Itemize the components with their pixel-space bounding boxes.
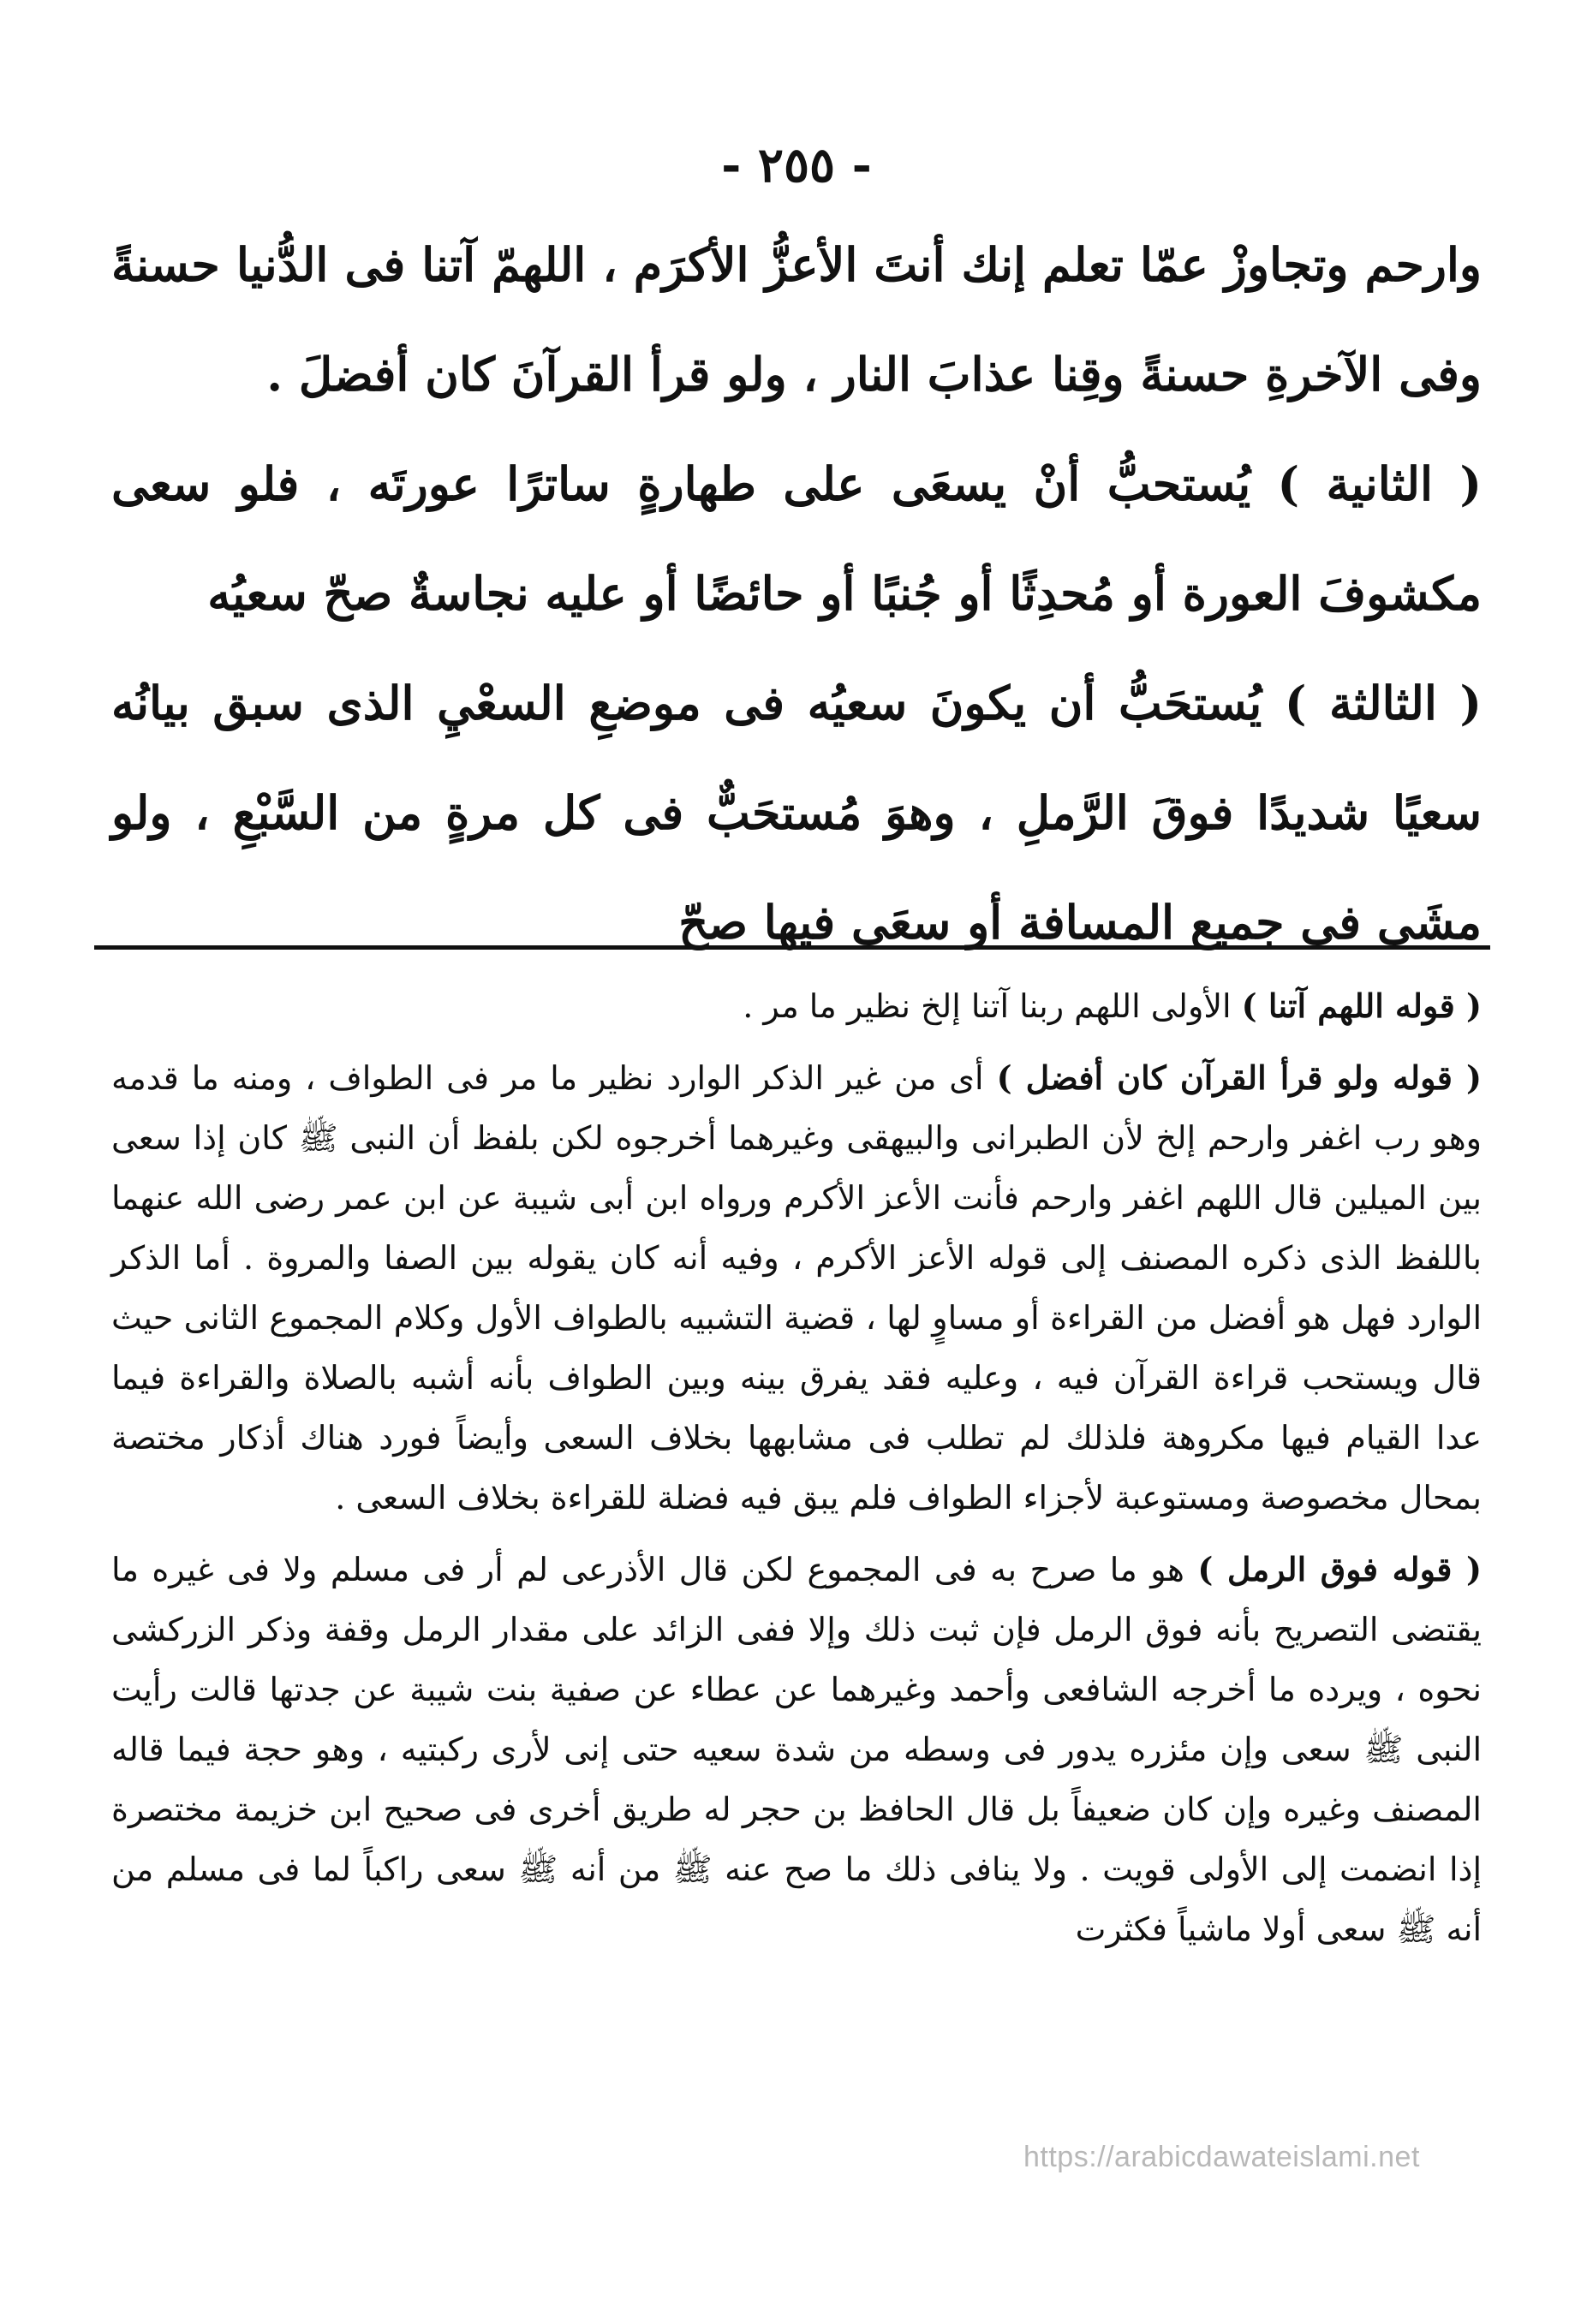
main-paragraph-1: وارحم وتجاوزْ عمّا تعلم إنك أنتَ الأعزُّ الأكرَم ، اللهمّ آتنا فى الدُّنيا حسنةً وفى الآخرةِ حسنةً وقِنا عذابَ النار ، ولو قرأ القرآنَ كان أفضلَ . [111,237,1482,402]
commentary-paragraph-1 [111,976,1482,1036]
commentary-text: أى من غير الذكر الوارد نظير ما مر فى الطواف ، ومنه ما قدمه وهو رب اغفر وارحم إلخ لأن الطبرانى والبيهقى وغيرهما أخرجوه لكن بلفظ أن النبى ﷺ كان إذا سعى بين الميلين قال اللهم اغفر وارحم فأنت الأعز الأكرم ورواه ابن أبى شيبة عن ابن عمر رضى الله عنهما باللفظ الذى ذكره المصنف إلى قوله الأعز الأكرم ، وفيه أنه كان يقوله بين الصفا والمروة . أما الذكر الوارد فهل هو أفضل من القراءة أو مساوٍ لها ، قضية التشبيه بالطواف الأول وكلام المجموع الثانى حيث قال ويستحب قراءة القرآن فيه ، وعليه فقد يفرق بينه وبين الطواف بأنه أشبه بالصلاة والقراءة فيما عدا القيام فيها مكروهة فلذلك لم تطلب فى مشابهها بخلاف السعى وأيضاً فورد هناك أذكار مختصة بمحال مخصوصة ومستوعبة لأجزاء الطواف فلم يبق فيه فضلة للقراءة بخلاف السعى . [111,1059,1483,1517]
commentary-text: هو ما صرح به فى المجموع لكن قال الأذرعى لم أر فى مسلم ولا فى غيره ما يقتضى التصريح بأنه فوق الرمل فإن ثبت ذلك وإلا ففى الزائد على مقدار الرمل وقفة وذكر الزركشى نحوه ، ويرده ما أخرجه الشافعى وأحمد وغيرهما عن عطاء عن صفية بنت شيبة عن جدتها قالت رأيت النبى ﷺ سعى وإن مئزره يدور فى وسطه من شدة سعيه حتى إنى لأرى ركبتيه ، وهو حجة فيما قاله المصنف وغيره وإن كان ضعيفاً بل قال الحافظ بن حجر له طريق أخرى فى صحيح ابن خزيمة مختصرة إذا انضمت إلى الأولى قويت . ولا ينافى ذلك ما صح عنه ﷺ من أنه ﷺ سعى راكباً لما فى مسلم من أنه ﷺ سعى أولا ماشياً فكثرت [111,1551,1483,1948]
main-paragraph-3: ( الثالثة ) يُستحَبُّ أن يكونَ سعيُه فى موضعِ السعْيِ الذى سبق بيانُه سعيًا شديدًا فوقَ الرَّملِ ، وهوَ مُستحَبٌّ فى كل مرةٍ من السَّبْعِ ، ولو مشَى فى جميع المسافة أو سعَى فيها صحّ [111,676,1482,950]
commentary-lead: ( قوله فوق الرمل ) [1197,1550,1482,1588]
commentary-lead: ( قوله ولو قرأ القرآن كان أفضل ) [996,1058,1482,1097]
footnote-divider [94,945,1490,950]
main-text [111,210,1482,977]
watermark-url: https://arabicdawateislami.net [1023,2141,1420,2173]
commentary-lead: ( قوله اللهم آتنا ) [1241,986,1482,1025]
commentary [111,976,1482,1971]
page-number: - ٢٥٥ - [721,137,872,194]
commentary-paragraph-2 [111,1048,1482,1528]
main-paragraph-2: ( الثانية ) يُستحبُّ أنْ يسعَى على طهارةٍ ساترًا عورتَه ، فلو سعى مكشوفَ العورة أو مُحدِثًا أو جُنبًا أو حائضًا أو عليه نجاسةٌ صحّ سعيُه [111,456,1482,621]
commentary-paragraph-3 [111,1540,1482,1959]
commentary-text: الأولى اللهم ربنا آتنا إلخ نظير ما مر . [743,987,1232,1025]
